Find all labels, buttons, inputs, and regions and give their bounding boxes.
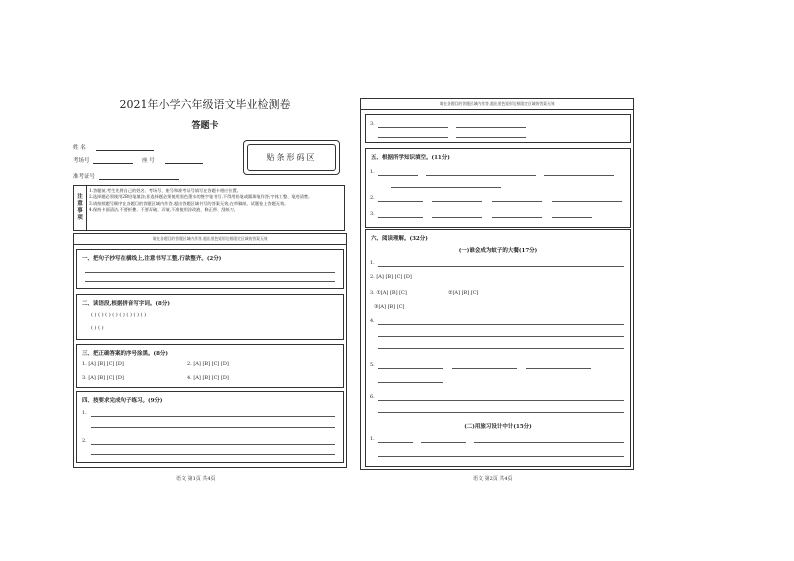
question-number: 2. — [370, 195, 375, 201]
exam-room-field[interactable] — [73, 156, 133, 164]
name-field[interactable] — [73, 143, 154, 151]
exam-number-label: 准考证号 — [73, 174, 96, 180]
answer-hint: 请在各题目的答题区域内作答,超出黑色矩形边框限定区域的答案无效 — [152, 236, 268, 241]
pinyin-row-1: ( ) ( ) ( ) ( ) ( ) ( ) ( ) ( ) — [91, 312, 147, 318]
answer-frame-page1 — [73, 233, 347, 468]
question-number: 2. — [82, 438, 87, 444]
question-number: 4. — [370, 318, 375, 324]
notice-list — [89, 188, 342, 214]
choice-q1[interactable]: 1. [A] [B] [C] [D] — [82, 361, 124, 367]
section-title: 二、读语段,根据拼音写字词。(8分) — [82, 301, 170, 307]
choice-r1-q2[interactable]: 2. [A] [B] [C] [D] — [370, 274, 412, 280]
choice-q3[interactable]: 3. [A] [B] [C] [D] — [82, 375, 124, 381]
question-number: 1. — [370, 260, 375, 266]
section-continuation[interactable] — [365, 114, 631, 143]
exam-number-field[interactable] — [73, 172, 179, 180]
page-footer-1: 语文 第1页 共4页 — [176, 476, 216, 482]
seat-label: 座 号 — [142, 158, 155, 164]
section-choice[interactable] — [76, 344, 344, 388]
answer-frame-page2 — [360, 98, 634, 470]
pinyin-row-2: ( ) ( ) — [91, 325, 104, 331]
section-title: 五、根据所学知识填空。(11分) — [371, 155, 450, 161]
name-label: 姓 名 — [73, 145, 86, 151]
choice-r1-q3c[interactable]: ③[A] [B] [C] — [374, 304, 405, 310]
notice-item: 1.答题前,考生先将自己的姓名、考场号、座号和准考证号填写在答题卡相应位置。 — [89, 188, 241, 193]
exam-room-label: 考场号 — [73, 158, 90, 164]
choice-r1-q3a[interactable]: 3. ①[A] [B] [C] — [370, 290, 407, 296]
seat-field[interactable] — [142, 156, 203, 164]
section-reading[interactable] — [365, 229, 631, 467]
reading-1-title: (一)谁会成为蚊子的大餐(17分) — [458, 248, 538, 254]
question-number: 1. — [82, 410, 87, 416]
question-number: 3. — [370, 121, 375, 127]
question-number: 6. — [370, 394, 375, 400]
notice-item: 3.请按照题号顺序在各题目的答题区域内作答,超出答题区域书写的答案无效;在草稿纸、试题卷上答题无效。 — [89, 200, 289, 206]
answer-hint: 请在各题目的答题区域内作答,超出黑色矩形边框限定区域的答案无效 — [439, 101, 555, 106]
notice-box — [73, 185, 345, 231]
barcode-label: 贴条形码区 — [247, 144, 336, 171]
choice-q2[interactable]: 2. [A] [B] [C] [D] — [187, 361, 229, 367]
section-title: 四、按要求完成句子练习。(9分) — [82, 398, 163, 404]
barcode-area — [243, 140, 340, 175]
notice-heading: 注 意 事 项 — [74, 186, 87, 230]
section-fill-blanks[interactable] — [365, 148, 631, 228]
notice-item: 4.保持卡面清洁,不要折叠、不要弄破、弄皱,不准使用涂改液、修正带、刮纸刀。 — [89, 207, 239, 213]
page-footer-2: 语文 第2页 共4页 — [473, 476, 513, 482]
section-copy-sentence[interactable] — [76, 249, 344, 289]
answer-card-title: 答题卡 — [191, 121, 219, 131]
section-title: 一、把句子抄写在横线上,注意书写工整,行款整齐。(2分) — [82, 256, 222, 262]
choice-r1-q3b[interactable]: ②[A] [B] [C] — [448, 290, 479, 296]
section-sentence-practice[interactable] — [76, 391, 344, 463]
notice-item: 2.选择题必须使用2B铅笔填涂;非选择题必须使用黑色墨水的签字笔书写,不得用铅笔或圆珠笔作答;字体工整、笔迹清楚。 — [89, 194, 313, 200]
section-pinyin[interactable] — [76, 294, 344, 340]
question-number: 3. — [370, 211, 375, 217]
choice-q4[interactable]: 4. [A] [B] [C] [D] — [187, 375, 229, 381]
reading-2-title: (二)用旅习设计中计(15分) — [464, 424, 532, 430]
exam-title: 2021年小学六年级语文毕业检测卷 — [119, 98, 291, 111]
question-number: 1. — [370, 436, 375, 442]
question-number: 5. — [370, 362, 375, 368]
question-number: 1. — [370, 169, 375, 175]
section-title: 六、阅读理解。(32分) — [371, 236, 428, 242]
section-title: 三、把正确答案的序号涂黑。(8分) — [82, 351, 169, 357]
